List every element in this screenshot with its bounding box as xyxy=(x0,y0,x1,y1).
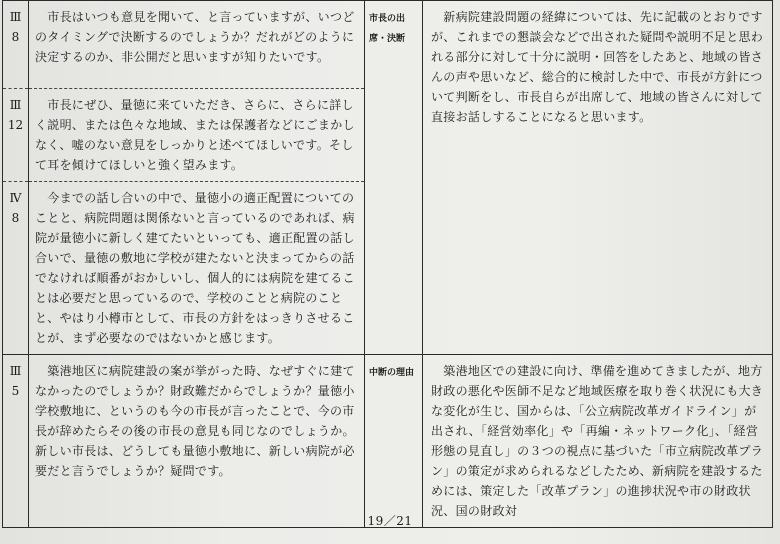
table-row xyxy=(3,355,773,528)
question-cell: 今までの話し合いの中で、量徳小の適正配置についてのことと、病院問題は関係ないと言っているのであれば、病院が量徳小に新しく建てたいといっても、適正配置の話し合いで、量徳の敷地に学校が建たないと決まってからの話でなければ順番がおかしいし、個人的には病院を建てることは必要だと思っているので、学校のことと病院のことと、やはり小樽市として、市長の方針をはっきりさせることが、まず必要なのではないかと感じます。 xyxy=(29,182,365,355)
row-number: Ⅲ 8 xyxy=(3,1,29,89)
topic-label: 中断の理由 xyxy=(365,355,423,528)
page-number: 19／21 xyxy=(367,514,413,528)
question-cell: 築港地区に病院建設の案が挙がった時、なぜすぐに建てなかったのでしょうか？財政難だからでしょうか？量徳小学校敷地に、というのも今の市長が言ったことで、今の市長が辞めたらその後の市長の意見も同じなのでしょうか。新しい市長は、どうしても量徳小敷地に、新しい病院が必要だと言うでしょうか？疑問です。 xyxy=(29,355,365,528)
qa-table xyxy=(2,0,773,528)
row-number: Ⅳ 8 xyxy=(3,182,29,355)
question-cell: 市長はいつも意見を聞いて、と言っていますが、いつどのタイミングで決断するのでしょうか？だれがどのように決定するのか、非公開だと思いますが知りたいです。 xyxy=(29,1,365,89)
topic-label: 市長の出席・決断 xyxy=(365,1,423,355)
question-cell: 市長にぜひ、量徳に来ていただき、さらに、さらに詳しく説明、または色々な地域、または保護者などにごまかしなく、嘘のない意見をしっかりと述べてほしいです。そして耳を傾けてほしいと強く望みます。 xyxy=(29,89,365,182)
answer-cell: 築港地区での建設に向け、準備を進めてきましたが、地方財政の悪化や医師不足など地域医療を取り巻く状況にも大きな変化が生じ、国からは、「公立病院改革ガイドライン」が出され、「経営効率化」や「再編・ネットワーク化」、「経営形態の見直し」の３つの視点に基づいた「市立病院改革プラン」の策定が求められるなどしたため、新病院を建設するためには、策定した「改革プラン」の進捗状況や市の財政状況、国の財政対 xyxy=(423,355,773,528)
answer-cell: 新病院建設問題の経緯については、先に記載のとおりですが、これまでの懇談会などで出された疑問や説明不足と思われる部分に対して十分に説明・回答をしたあと、地域の皆さんの声や思いなど、総合的に検討した中で、市長が方針について判断をし、市長自らが出席して、地域の皆さんに対して直接お話しすることになると思います。 xyxy=(423,1,773,355)
row-number: Ⅲ 5 xyxy=(3,355,29,528)
row-number: Ⅲ 12 xyxy=(3,89,29,182)
table-row xyxy=(3,1,773,89)
